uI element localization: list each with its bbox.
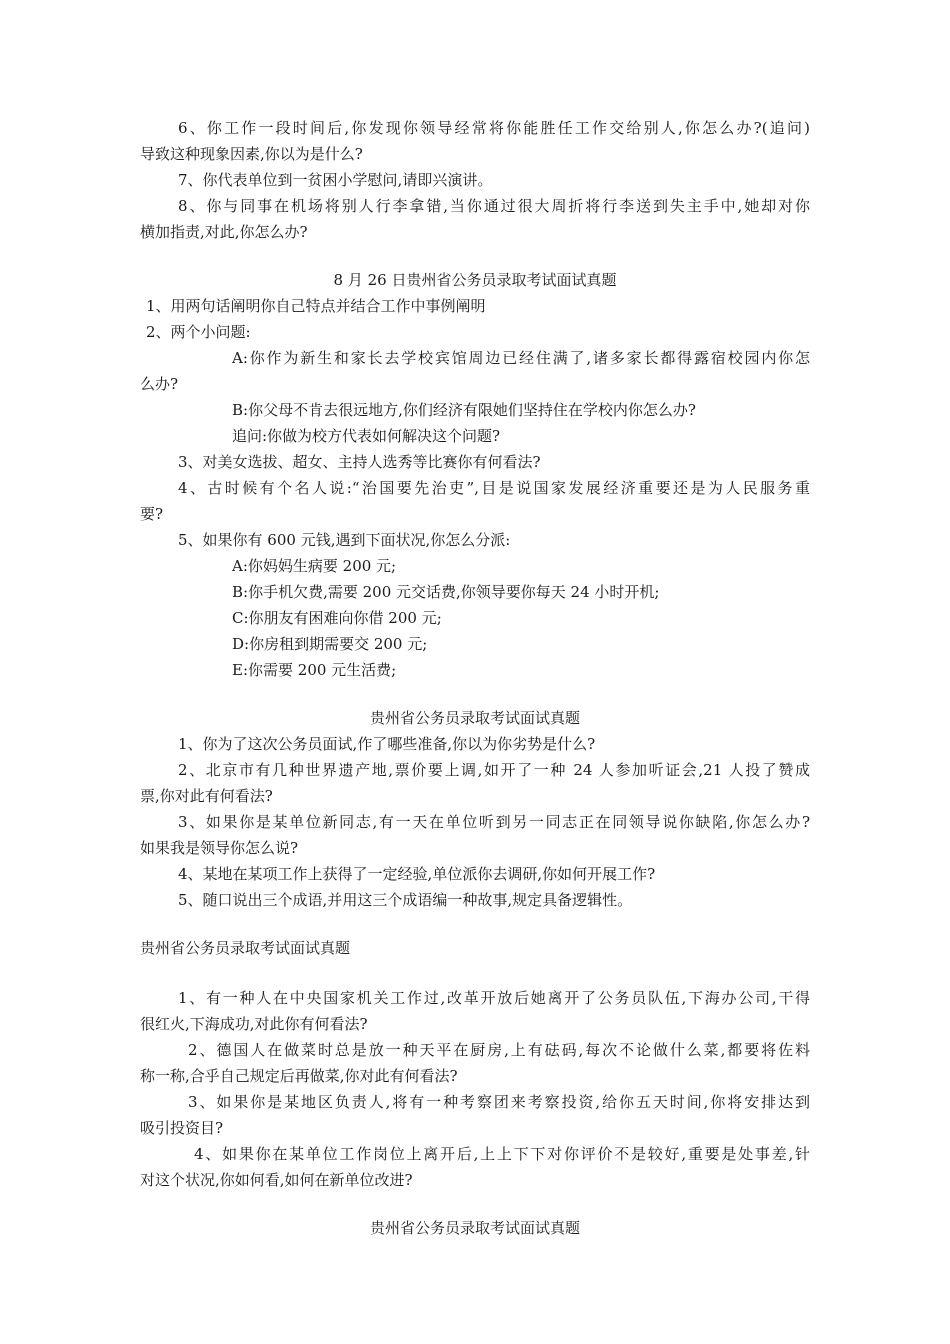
s1-question-5b: B:你手机欠费,需要 200 元交话费,你领导要你每天 24 小时开机; (232, 583, 660, 601)
s3-question-3-line-1: 3、如果你是某地区负责人,将有一种考察团来考察投资,给你五天时间,你将安排达到 (188, 1093, 810, 1111)
s3-question-4-line-1: 4、如果你在某单位工作岗位上离开后,上上下下对你评价不是较好,重要是处事差,针 (194, 1145, 810, 1163)
section-title-aug26: 8 月 26 日贵州省公务员录取考试面试真题 (333, 271, 617, 289)
s2-question-4: 4、某地在某项工作上获得了一定经验,单位派你去调研,你如何开展工作? (178, 865, 656, 883)
s3-question-4-line-2: 对这个状况,你如何看,如何在新单位改进? (140, 1171, 413, 1189)
s1-question-4-line-2: 要? (140, 505, 164, 523)
s1-question-5e: E:你需要 200 元生活费; (232, 661, 397, 679)
s1-question-2-followup: 追问:你做为校方代表如何解决这个问题? (232, 427, 501, 445)
s3-question-1-line-2: 很红火,下海成功,对此你有何看法? (140, 1015, 368, 1033)
question-8-line-2: 横加指责,对此,你怎么办? (140, 223, 308, 241)
s1-question-5a: A:你妈妈生病要 200 元; (232, 557, 397, 575)
s1-question-2: 2、两个小问题: (146, 323, 251, 341)
section-title-4: 贵州省公务员录取考试面试真题 (369, 1219, 580, 1237)
s1-question-1: 1、用两句话阐明你自己特点并结合工作中事例阐明 (146, 297, 486, 315)
section-title-3: 贵州省公务员录取考试面试真题 (140, 939, 351, 957)
s1-question-2a-line-1: A:你作为新生和家长去学校宾馆周边已经住满了,诸多家长都得露宿校园内你怎 (232, 349, 810, 367)
s3-question-2-line-1: 2、德国人在做菜时总是放一种天平在厨房,上有砝码,每次不论做什么菜,都要将佐料 (188, 1041, 810, 1059)
s3-question-1-line-1: 1、有一种人在中央国家机关工作过,改革开放后她离开了公务员队伍,下海办公司,干得 (178, 989, 810, 1007)
s1-question-5c: C:你朋友有困难向你借 200 元; (232, 609, 442, 627)
section-title-2: 贵州省公务员录取考试面试真题 (369, 709, 580, 727)
s2-question-3-line-2: 如果我是领导你怎么说? (140, 839, 299, 857)
s1-question-5d: D:你房租到期需要交 200 元; (232, 635, 428, 653)
question-7: 7、你代表单位到一贫困小学慰问,请即兴演讲。 (178, 171, 493, 189)
s2-question-2-line-1: 2、北京市有几种世界遗产地,票价要上调,如开了一种 24 人参加听证会,21 人投了赞成 (178, 761, 810, 779)
s1-question-3: 3、对美女选拔、超女、主持人选秀等比赛你有何看法? (178, 453, 541, 471)
s2-question-5: 5、随口说出三个成语,并用这三个成语编一种故事,规定具备逻辑性。 (178, 891, 633, 909)
question-6-line-2: 导致这种现象因素,你以为是什么? (140, 145, 363, 163)
question-8-line-1: 8、你与同事在机场将别人行李拿错,当你通过很大周折将行李送到失主手中,她却对你 (178, 197, 810, 215)
question-6-line-1: 6、你工作一段时间后,你发现你领导经常将你能胜任工作交给别人,你怎么办?(追问) (178, 119, 810, 137)
s3-question-2-line-2: 称一称,合乎自己规定后再做菜,你对此有何看法? (140, 1067, 458, 1085)
s1-question-4-line-1: 4、古时候有个名人说:“治国要先治吏”,目是说国家发展经济重要还是为人民服务重 (178, 479, 810, 497)
s2-question-3-line-1: 3、如果你是某单位新同志,有一天在单位听到另一同志正在同领导说你缺陷,你怎么办? (178, 813, 810, 831)
s1-question-5: 5、如果你有 600 元钱,遇到下面状况,你怎么分派: (178, 531, 511, 549)
s2-question-2-line-2: 票,你对此有何看法? (140, 787, 273, 805)
s1-question-2b: B:你父母不肯去很远地方,你们经济有限她们坚持住在学校内你怎么办? (232, 401, 696, 419)
s3-question-3-line-2: 吸引投资目? (140, 1119, 224, 1137)
s2-question-1: 1、你为了这次公务员面试,作了哪些准备,你以为你劣势是什么? (178, 735, 596, 753)
s1-question-2a-line-2: 么办? (140, 375, 179, 393)
